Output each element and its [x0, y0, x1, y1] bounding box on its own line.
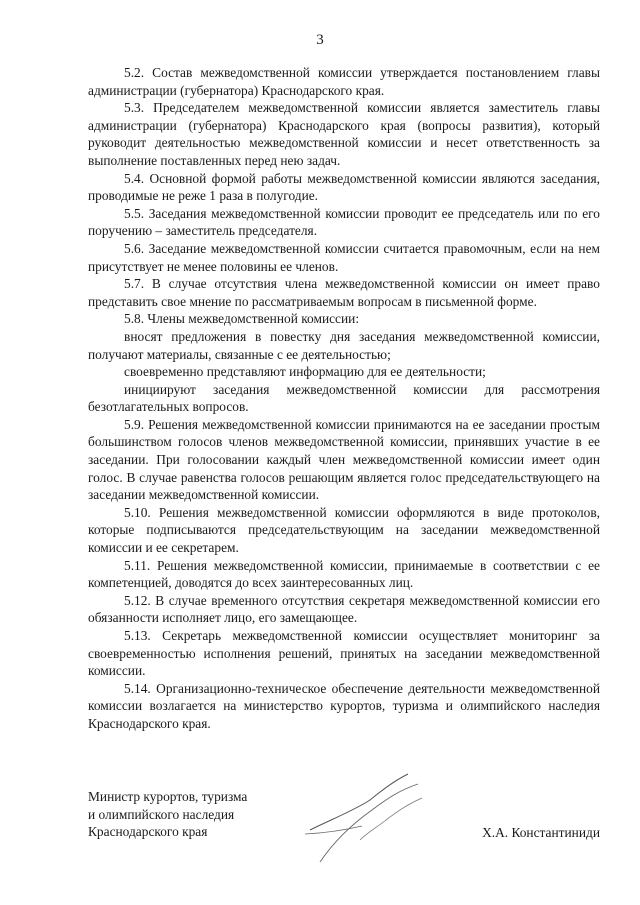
paragraph-5-8-item-2: своевременно представляют информацию для ее деятельности;: [124, 364, 486, 380]
signature-block: [88, 788, 600, 848]
paragraph-5-7: 5.7. В случае отсутствия члена межведомственной комиссии он имеет право представить свое мнение по рассматриваемым вопросам в письменной форме.: [88, 276, 600, 309]
signer-position-line-1: Министр курортов, туризма: [88, 789, 248, 804]
document-body: [88, 64, 600, 733]
signer-name: Х.А. Константиниди: [482, 825, 600, 840]
paragraph-5-2: 5.2. Состав межведомственной комиссии утверждается постановлением главы администрации (губернатора) Краснодарского края.: [88, 65, 600, 98]
paragraph-5-10: 5.10. Решения межведомственной комиссии оформляются в виде протоколов, которые подписываются председательствующим на заседании межведомственной комиссии и ее секретарем.: [88, 504, 600, 556]
paragraph-5-3: 5.3. Председателем межведомственной комиссии является заместитель главы администрации (губернатора) Краснодарского края (вопросы развития), который руководит деятельностью межведомственной комиссии и несет ответственность за выполнение поставленных перед нею задач.: [88, 100, 600, 168]
paragraph-5-5: 5.5. Заседания межведомственной комиссии проводит ее председатель или по его поручению – заместитель председателя.: [88, 205, 600, 239]
paragraph-5-14: 5.14. Организационно-техническое обеспечение деятельности межведомственной комиссии возлагается на министерство курортов, туризма и олимпийского наследия Краснодарского края.: [88, 680, 600, 731]
page-number: 3: [316, 32, 324, 48]
paragraph-5-4: 5.4. Основной формой работы межведомственной комиссии являются заседания, проводимые не реже 1 раза в полугодие.: [88, 170, 600, 204]
signer-position-line-3: Краснодарского края: [88, 824, 208, 840]
paragraph-5-8-item-1: вносят предложения в повестку дня заседания межведомственной комиссии, получают материалы, связанные с ее деятельностью;: [88, 328, 600, 362]
paragraph-5-6: 5.6. Заседание межведомственной комиссии считается правомочным, если на нем присутствует не менее половины ее членов.: [88, 240, 600, 274]
paragraph-5-9: 5.9. Решения межведомственной комиссии принимаются на ее заседании простым большинством голосов членов межведомственной комиссии, принявших участие в ее заседании. При голосовании каждый член межведомственной комиссии имеет один голос. В случае равенства голосов решающим является голос председательствующего на заседании межведомственной комиссии.: [88, 416, 600, 503]
paragraph-5-8-item-3: инициируют заседания межведомственной комиссии для рассмотрения безотлагательных вопросов.: [88, 381, 600, 415]
paragraph-5-11: 5.11. Решения межведомственной комиссии, принимаемые в соответствии с ее компетенцией, доводятся до всех заинтересованных лиц.: [88, 557, 600, 591]
signer-position-line-2: и олимпийского наследия: [88, 806, 235, 822]
signer-position: [88, 788, 308, 841]
paragraph-5-12: 5.12. В случае временного отсутствия секретаря межведомственной комиссии его обязанности исполняет лицо, его замещающее.: [88, 592, 600, 626]
paragraph-5-13: 5.13. Секретарь межведомственной комиссии осуществляет мониторинг за своевременностью исполнения решений, принятых на заседании межведомственной комиссии.: [88, 628, 600, 679]
paragraph-5-8: 5.8. Члены межведомственной комиссии:: [124, 311, 360, 327]
